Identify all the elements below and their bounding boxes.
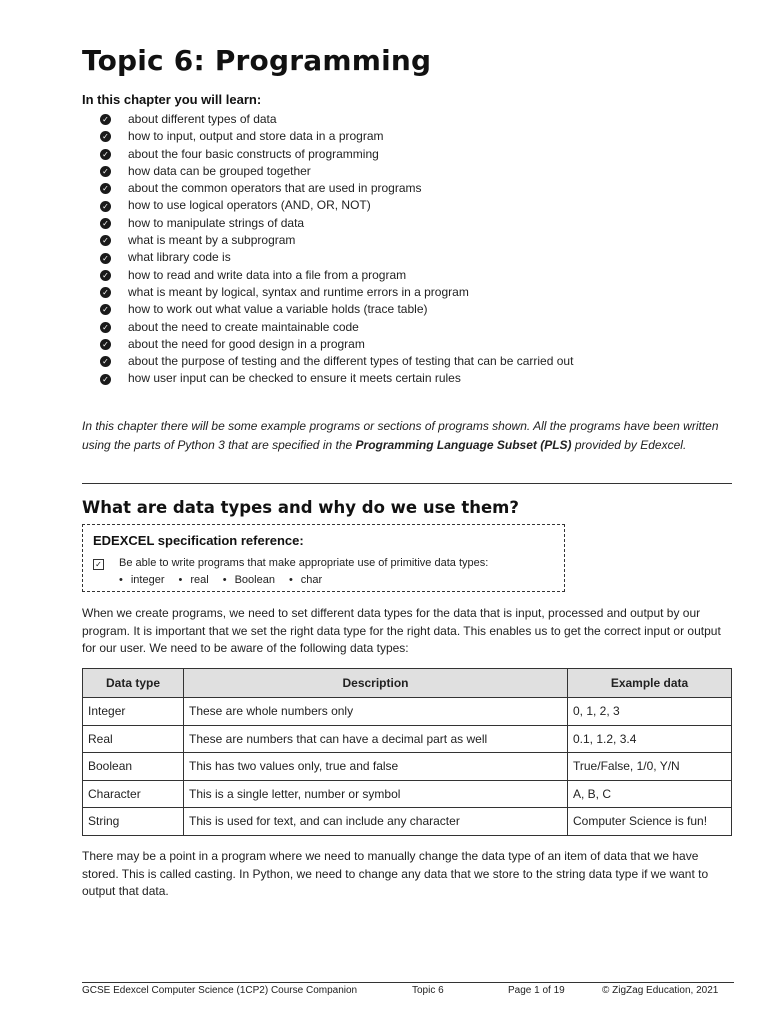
table-cell: These are whole numbers only <box>184 698 568 726</box>
list-item: ✓ how to manipulate strings of data <box>100 215 573 232</box>
list-item: ✓ about the four basic constructs of programming <box>100 146 573 163</box>
table-cell: 0.1, 1.2, 3.4 <box>568 725 732 753</box>
table-cell: A, B, C <box>568 780 732 808</box>
list-item: ✓ how to read and write data into a file from a program <box>100 267 573 284</box>
list-item: • integer <box>119 574 165 586</box>
column-header: Example data <box>568 669 732 698</box>
list-item: ✓ about the common operators that are used in programs <box>100 180 573 197</box>
check-bullet-icon: ✓ <box>100 183 111 194</box>
table-row <box>83 808 732 836</box>
footer-divider <box>82 982 734 983</box>
list-item: ✓ about different types of data <box>100 111 573 128</box>
list-item: ✓ about the need to create maintainable code <box>100 319 573 336</box>
table-row <box>83 753 732 781</box>
check-bullet-icon: ✓ <box>100 339 111 350</box>
list-item: ✓ about the purpose of testing and the different types of testing that can be carried out <box>100 353 573 370</box>
section-divider <box>82 483 732 484</box>
table-cell: Computer Science is fun! <box>568 808 732 836</box>
footer-copyright: © ZigZag Education, 2021 <box>602 985 719 996</box>
check-bullet-icon: ✓ <box>100 287 111 298</box>
table-header-row <box>83 669 732 698</box>
learning-objectives-list <box>100 111 573 388</box>
check-bullet-icon: ✓ <box>100 114 111 125</box>
check-bullet-icon: ✓ <box>100 253 111 264</box>
table-row <box>83 698 732 726</box>
spec-title: EDEXCEL specification reference: <box>93 533 304 548</box>
list-item: • Boolean <box>223 574 275 586</box>
check-bullet-icon: ✓ <box>100 201 111 212</box>
check-bullet-icon: ✓ <box>100 374 111 385</box>
list-item: ✓ how to work out what value a variable holds (trace table) <box>100 301 573 318</box>
check-bullet-icon: ✓ <box>100 270 111 281</box>
table-cell: This has two values only, true and false <box>184 753 568 781</box>
table-cell: Boolean <box>83 753 184 781</box>
checkbox-icon: ✓ <box>93 559 104 570</box>
check-bullet-icon: ✓ <box>100 304 111 315</box>
list-item: ✓ how to use logical operators (AND, OR, NOT) <box>100 197 573 214</box>
column-header: Data type <box>83 669 184 698</box>
table-cell: 0, 1, 2, 3 <box>568 698 732 726</box>
list-item: ✓ how to input, output and store data in a program <box>100 128 573 145</box>
list-item: ✓ what library code is <box>100 249 573 266</box>
check-bullet-icon: ✓ <box>100 149 111 160</box>
table-cell: Integer <box>83 698 184 726</box>
table-cell: Real <box>83 725 184 753</box>
footer-topic: Topic 6 <box>412 985 444 996</box>
specification-reference-box <box>82 524 565 592</box>
check-bullet-icon: ✓ <box>100 166 111 177</box>
column-header: Description <box>184 669 568 698</box>
table-row <box>83 725 732 753</box>
page-title: Topic 6: Programming <box>82 44 432 77</box>
learn-heading: In this chapter you will learn: <box>82 92 262 107</box>
intro-note: In this chapter there will be some example programs or sections of programs shown. All the programs have been written using the parts of Python 3 that are specified in the Programming Language Subset (PLS) provided by Edexcel. <box>82 419 719 452</box>
primitive-types-list <box>119 574 336 586</box>
body-paragraph: There may be a point in a program where we need to manually change the data type of an item of data that we have stored. This is called casting. In Python, we need to change any data that we store to the string data type if we want to output that data. <box>82 849 709 898</box>
table-cell: These are numbers that can have a decimal part as well <box>184 725 568 753</box>
check-bullet-icon: ✓ <box>100 131 111 142</box>
list-item: ✓ about the need for good design in a program <box>100 336 573 353</box>
table-cell: True/False, 1/0, Y/N <box>568 753 732 781</box>
footer-page-number: Page 1 of 19 <box>508 985 565 996</box>
list-item: ✓ what is meant by logical, syntax and runtime errors in a program <box>100 284 573 301</box>
table-cell: This is a single letter, number or symbol <box>184 780 568 808</box>
check-bullet-icon: ✓ <box>100 322 111 333</box>
list-item: ✓ how user input can be checked to ensure it meets certain rules <box>100 370 573 387</box>
table-row <box>83 780 732 808</box>
table-cell: This is used for text, and can include any character <box>184 808 568 836</box>
section-heading: What are data types and why do we use them? <box>82 498 519 517</box>
list-item: ✓ how data can be grouped together <box>100 163 573 180</box>
check-bullet-icon: ✓ <box>100 356 111 367</box>
list-item: • real <box>179 574 209 586</box>
spec-text: Be able to write programs that make appropriate use of primitive data types: <box>119 557 489 569</box>
list-item: • char <box>289 574 322 586</box>
check-bullet-icon: ✓ <box>100 235 111 246</box>
table-cell: String <box>83 808 184 836</box>
list-item: ✓ what is meant by a subprogram <box>100 232 573 249</box>
data-types-table <box>82 668 732 836</box>
body-paragraph: When we create programs, we need to set different data types for the data that is input, processed and output by our program. It is important that we set the right data type for the right data. This enables us to get the correct input or output for our user. We need to be aware of the following data types: <box>82 606 721 655</box>
footer-course: GCSE Edexcel Computer Science (1CP2) Course Companion <box>82 985 358 996</box>
pls-emphasis: Programming Language Subset (PLS) <box>355 437 572 452</box>
table-cell: Character <box>83 780 184 808</box>
check-bullet-icon: ✓ <box>100 218 111 229</box>
